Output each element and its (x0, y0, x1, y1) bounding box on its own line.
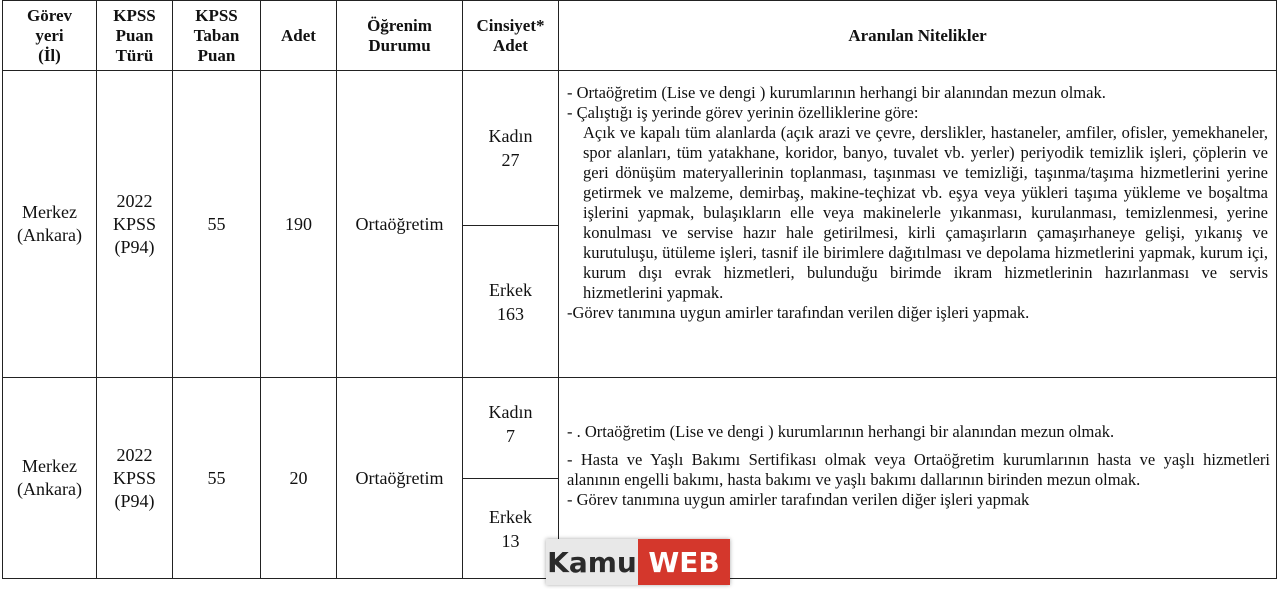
male-count-cell: Erkek 13 (463, 479, 559, 579)
table-row (3, 378, 1277, 479)
qualifications-cell: - Ortaöğretim (Lise ve dengi ) kurumlarının herhangi bir alanından mezun olmak. - Çalıştığı iş yerinde görev yerinin özelliklerine göre: Açık ve kapalı tüm alanlarda (açık arazi ve çevre, derslikler, hastaneler, amfiler, ofisler, yemekhaneler, spor alanları, tüm yatakhane, koridor, banyo, tuvalet vb. yerler) periyodik temizlik işleri, çöplerin ve geri dönüşüm materyallerinin toplanması, taşınması ve temizliği, taşınma/taşıma hizmetlerini yerine getirmek ve malzeme, demirbaş, makine-teçhizat vb. eşya veya yükleri taşıma yükleme ve boşaltma işlerini yapmak, bulaşıkların elle veya makinelerle yıkanması, kurulanması, temizlenmesi, yerine konulması ve servise hazır hale getirilmesi, kirli çamaşırların çamaşırhaneye gelişi, yıkanış ve kurutuluşu, ütüleme işleri, tasnif ile birimlere dağıtılması ve depolama hizmetlerini yapmak, kurum içi, kurum dışı evrak hizmetleri, bulunduğu birimde ikram hizmetlerinin hazırlanması ve servis hizmetlerini yapmak. -Görev tanımına uygun amirler tarafından verilen diğer işleri yapmak. (559, 71, 1277, 378)
header-puan-turu: KPSS Puan Türü (97, 1, 173, 71)
adet-cell: 190 (261, 71, 337, 378)
watermark-left: Kamu (546, 539, 638, 585)
female-count-cell: Kadın 7 (463, 378, 559, 479)
watermark-right: WEB (638, 539, 730, 585)
job-listing-table (2, 0, 1277, 579)
kamuweb-watermark-logo (546, 539, 730, 585)
header-taban-puan: KPSS Taban Puan (173, 1, 261, 71)
header-row (3, 1, 1277, 71)
taban-puan-cell: 55 (173, 71, 261, 378)
male-count-cell: Erkek 163 (463, 226, 559, 378)
header-adet: Adet (261, 1, 337, 71)
adet-cell: 20 (261, 378, 337, 579)
taban-puan-cell: 55 (173, 378, 261, 579)
ogrenim-cell: Ortaöğretim (337, 378, 463, 579)
location-cell: Merkez (Ankara) (3, 378, 97, 579)
header-aranilan-nitelikler: Aranılan Nitelikler (559, 1, 1277, 71)
qualifications-cell: - . Ortaöğretim (Lise ve dengi ) kurumlarının herhangi bir alanından mezun olmak. - Hasta ve Yaşlı Bakımı Sertifikası olmak veya Ortaöğretim kurumlarının hasta ve yaşlı hizmetleri alanının engelli bakımı, hasta bakımı ve yaşlı bakımı dallarının birinden mezun olmak. - Görev tanımına uygun amirler tarafından verilen diğer işleri yapmak (559, 378, 1277, 579)
puan-turu-cell: 2022 KPSS (P94) (97, 71, 173, 378)
table-row (3, 71, 1277, 226)
female-count-cell: Kadın 27 (463, 71, 559, 226)
header-gorev-yeri: Görev yeri (İl) (3, 1, 97, 71)
header-ogrenim-durumu: Öğrenim Durumu (337, 1, 463, 71)
ogrenim-cell: Ortaöğretim (337, 71, 463, 378)
location-cell: Merkez (Ankara) (3, 71, 97, 378)
header-cinsiyet-adet: Cinsiyet* Adet (463, 1, 559, 71)
puan-turu-cell: 2022 KPSS (P94) (97, 378, 173, 579)
